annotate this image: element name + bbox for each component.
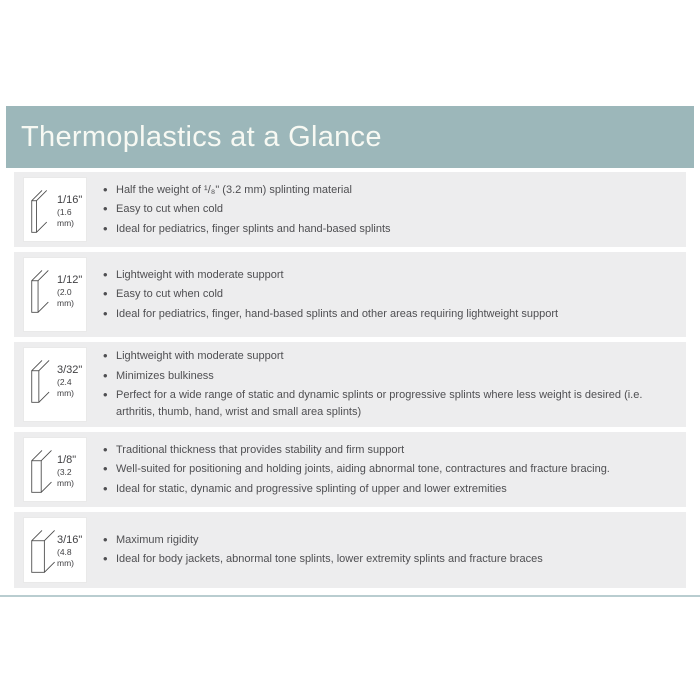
thickness-table	[14, 172, 686, 593]
table-row	[14, 342, 686, 427]
thickness-labels	[57, 364, 86, 399]
feature-list	[87, 179, 686, 240]
feature-list	[87, 439, 686, 500]
feature-item: • Easy to cut when cold	[103, 286, 676, 303]
thickness-spec-box	[23, 517, 87, 583]
thickness-mm: (3.2 mm)	[57, 467, 74, 488]
thin-sheet-edge-icon	[27, 182, 57, 240]
table-row	[14, 172, 686, 247]
feature-item: • Ideal for body jackets, abnormal tone splints, lower extremity splints and fracture braces	[103, 551, 676, 568]
thickness-inches: 3/32"	[57, 364, 83, 376]
thickness-spec-box	[23, 177, 87, 242]
feature-item: • Ideal for pediatrics, finger splints and hand-based splints	[103, 221, 676, 238]
medium-sheet-edge-icon	[27, 352, 57, 410]
feature-item: • Perfect for a wide range of static and dynamic splints or progressive splints where less weight is desired (i.e. arthritis, thumb, hand, wrist and small area splints)	[103, 387, 676, 421]
thickness-spec-box	[23, 347, 87, 422]
feature-item: • Ideal for static, dynamic and progressive splinting of upper and lower extremities	[103, 481, 676, 498]
table-row	[14, 512, 686, 588]
feature-list	[87, 346, 686, 424]
thickness-labels	[57, 274, 86, 309]
thickness-labels	[57, 454, 86, 489]
feature-item: • Half the weight of ¹/₈" (3.2 mm) splinting material	[103, 182, 676, 199]
thin-sheet-edge-icon	[27, 262, 57, 320]
feature-item: • Lightweight with moderate support	[103, 267, 676, 284]
thickness-inches: 1/16"	[57, 194, 83, 206]
feature-item: • Traditional thickness that provides stability and firm support	[103, 442, 676, 459]
thickness-mm: (4.8 mm)	[57, 547, 74, 568]
thick-sheet-edge-icon	[27, 442, 57, 500]
thickness-mm: (2.4 mm)	[57, 377, 74, 398]
thickness-labels	[57, 534, 86, 569]
thickness-mm: (1.6 mm)	[57, 207, 74, 228]
thickness-mm: (2.0 mm)	[57, 287, 74, 308]
feature-item: • Easy to cut when cold	[103, 201, 676, 218]
page-title: Thermoplastics at a Glance	[21, 120, 382, 153]
thickest-sheet-edge-icon	[27, 522, 57, 580]
feature-item: • Ideal for pediatrics, finger, hand-based splints and other areas requiring lightweight support	[103, 306, 676, 323]
feature-item: • Maximum rigidity	[103, 532, 676, 549]
feature-item: • Lightweight with moderate support	[103, 348, 676, 365]
page-bottom-edge	[0, 595, 700, 597]
thickness-spec-box	[23, 437, 87, 502]
feature-item: • Well-suited for positioning and holding joints, aiding abnormal tone, contractures and fracture bracing.	[103, 461, 676, 478]
table-row	[14, 252, 686, 337]
feature-list	[87, 264, 686, 325]
title-bar	[6, 106, 694, 168]
feature-item: • Minimizes bulkiness	[103, 368, 676, 385]
thickness-spec-box	[23, 257, 87, 332]
feature-list	[87, 529, 686, 571]
thickness-inches: 1/12"	[57, 274, 83, 286]
table-row	[14, 432, 686, 507]
thickness-inches: 3/16"	[57, 534, 83, 546]
thickness-inches: 1/8"	[57, 454, 77, 466]
thickness-labels	[57, 194, 86, 229]
